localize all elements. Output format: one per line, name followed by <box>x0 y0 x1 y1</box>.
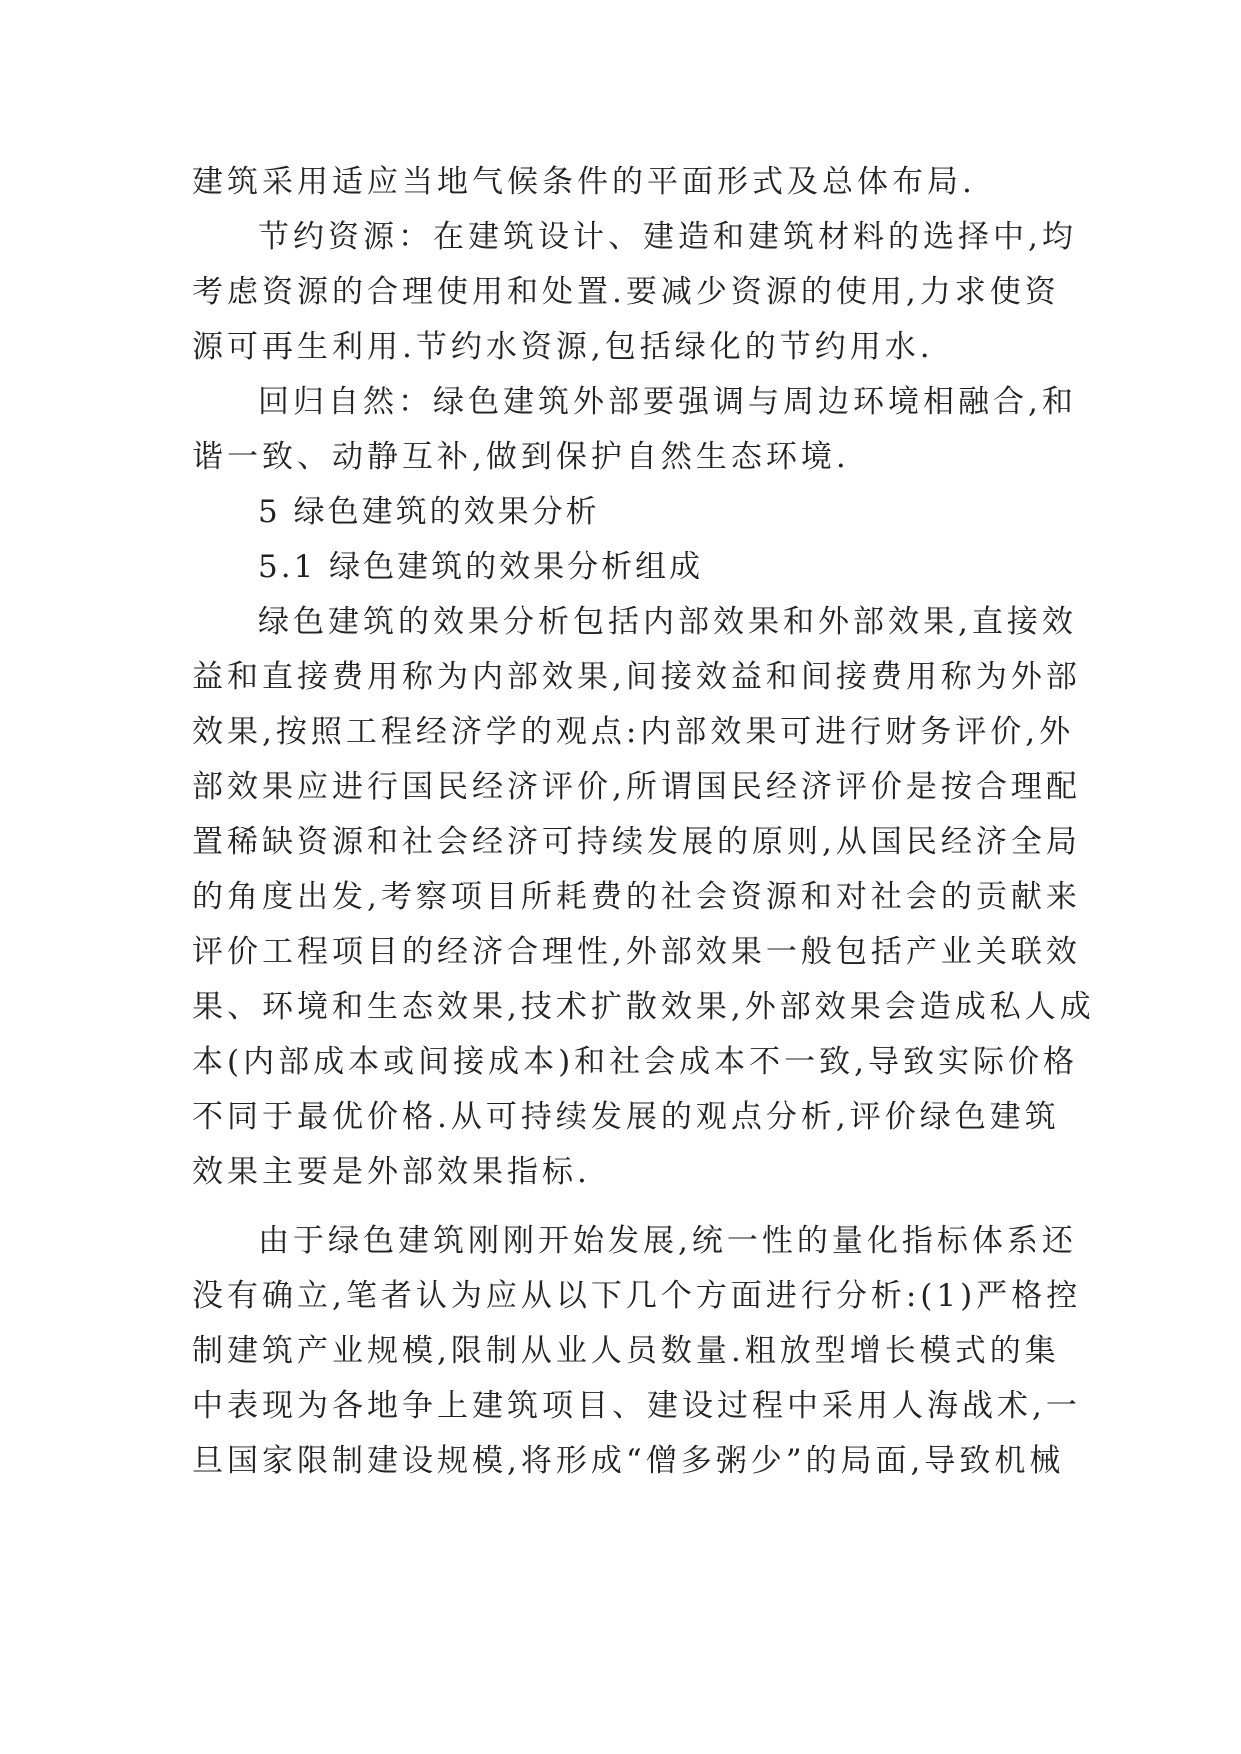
paragraph-line: 置稀缺资源和社会经济可持续发展的原则,从国民经济全局 <box>192 824 1081 860</box>
paragraph-line: 不同于最优价格.从可持续发展的观点分析,评价绿色建筑 <box>192 1099 1060 1135</box>
subsection-heading: 5.1 绿色建筑的效果分析组成 <box>258 549 704 585</box>
paragraph-line: 评价工程项目的经济合理性,外部效果一般包括产业关联效 <box>192 934 1081 970</box>
paragraph-line: 没有确立,笔者认为应从以下几个方面进行分析:(1)严格控 <box>192 1278 1082 1314</box>
paragraph-line: 中表现为各地争上建筑项目、建设过程中采用人海战术,一 <box>192 1388 1081 1424</box>
paragraph-line: 果、环境和生态效果,技术扩散效果,外部效果会造成私人成 <box>192 989 1095 1025</box>
paragraph-line: 效果,按照工程经济学的观点:内部效果可进行财务评价,外 <box>192 714 1075 750</box>
section-heading: 5 绿色建筑的效果分析 <box>258 494 600 530</box>
paragraph-line: 考虑资源的合理使用和处置.要减少资源的使用,力求使资 <box>192 274 1060 310</box>
paragraph-line: 益和直接费用称为内部效果,间接效益和间接费用称为外部 <box>192 659 1081 695</box>
paragraph-line: 节约资源：在建筑设计、建造和建筑材料的选择中,均 <box>258 219 1077 255</box>
paragraph-line: 旦国家限制建设规模,将形成“僧多粥少”的局面,导致机械 <box>192 1443 1065 1479</box>
paragraph-line: 制建筑产业规模,限制从业人员数量.粗放型增长模式的集 <box>192 1333 1060 1369</box>
paragraph-line: 回归自然：绿色建筑外部要强调与周边环境相融合,和 <box>258 384 1077 420</box>
paragraph-line: 效果主要是外部效果指标. <box>192 1154 591 1190</box>
paragraph-line: 由于绿色建筑刚刚开始发展,统一性的量化指标体系还 <box>258 1223 1077 1259</box>
paragraph-line: 的角度出发,考察项目所耗费的社会资源和对社会的贡献来 <box>192 879 1081 915</box>
paragraph-line: 本(内部成本或间接成本)和社会成本不一致,导致实际价格 <box>192 1044 1079 1080</box>
paragraph-line: 绿色建筑的效果分析包括内部效果和外部效果,直接效 <box>258 604 1077 640</box>
paragraph-line: 建筑采用适应当地气候条件的平面形式及总体布局. <box>192 164 976 200</box>
paragraph-line: 部效果应进行国民经济评价,所谓国民经济评价是按合理配 <box>192 769 1081 805</box>
paragraph-line: 谐一致、动静互补,做到保护自然生态环境. <box>192 439 850 475</box>
body-text <box>192 155 1095 1489</box>
paragraph-line: 源可再生利用.节约水资源,包括绿化的节约用水. <box>192 329 934 365</box>
